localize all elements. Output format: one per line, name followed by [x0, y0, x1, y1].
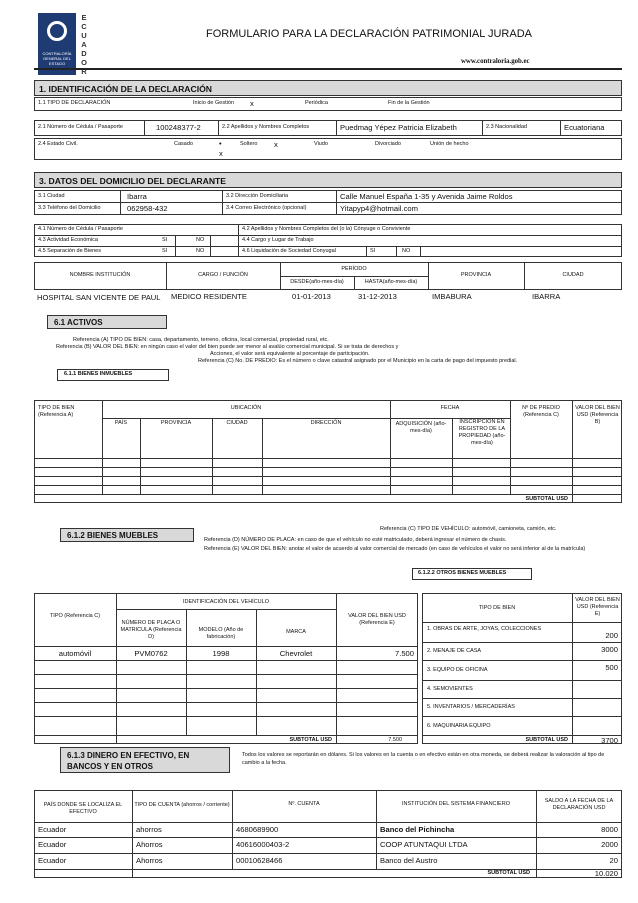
inm-subtotal-label: SUBTOTAL USD	[525, 496, 568, 502]
bullet-icon: •	[219, 139, 222, 148]
telefono-value: 062958-432	[127, 204, 168, 213]
otros-value-3: 500	[605, 663, 618, 672]
ref-b-note-1: Referencia (B) VALOR DEL BIEN: en ningún caso el valor del bien puede ser menor al avalúo comercial municipal. Si se trata de derechos y	[56, 344, 399, 350]
din-subtotal-label: SUBTOTAL USD	[487, 870, 530, 876]
correo-label: 3.4 Correo Electrónico (opcional)	[226, 205, 307, 211]
ciudad-value: Ibarra	[127, 192, 147, 201]
otros-subtotal-value: 3700	[601, 736, 618, 745]
section-3-title: 3. DATOS DEL DOMICILIO DEL DECLARANTE	[34, 172, 622, 188]
veh-h-tipo: TIPO (Referencia C)	[49, 613, 101, 619]
nombres-label: 2.2 Apellidos y Nombres Completos	[222, 124, 310, 130]
din-h-saldo: SALDO A LA FECHA DE LA DECLARACIÓN USD	[544, 798, 614, 811]
muebles-ref-e: Referencia (E) VALOR DEL BIEN: anotar el valor de acuerdo al valor comercial de mercado (en caso de vehículos el valor no será inferior al de la matrícula)	[204, 546, 586, 552]
ref-b-note-2: Acciones, el valor será equivalente al porcentaje de participación.	[210, 351, 370, 357]
telefono-label: 3.3 Teléfono del Domicilio	[38, 205, 101, 211]
din-h-inst: INSTITUCIÓN DEL SISTEMA FINANCIERO	[402, 801, 510, 807]
veh-h-ident: IDENTIFICACIÓN DEL VEHÍCULO	[183, 599, 269, 605]
muebles-ref-c: Referencia (C) TIPO DE VEHÍCULO: automóvil, camioneta, camión, etc.	[380, 526, 557, 532]
direccion-value: Calle Manuel España 1-35 y Avenida Jaime Roldos	[340, 192, 513, 201]
din-r1-saldo: 8000	[601, 825, 618, 834]
correo-value: Yitapyp4@hotmail.com	[340, 204, 418, 213]
liquidacion-si[interactable]: SI	[370, 248, 376, 254]
otros-value-1: 200	[605, 631, 618, 640]
veh-h-marca: MARCA	[286, 629, 306, 635]
empleo-h-desde: DESDE(año-mes-día)	[290, 279, 344, 285]
din-r3-cuenta: 00010628466	[236, 856, 283, 865]
veh-h-placa: NÚMERO DE PLACA O MATRICULA (Referencia D)	[120, 620, 182, 640]
empleo-h-prov: PROVINCIA	[460, 272, 492, 278]
din-r1-pais: Ecuador	[38, 825, 67, 834]
actividad-si[interactable]: SI	[162, 237, 168, 243]
otros-item-3: 3. EQUIPO DE OFICINA	[427, 667, 488, 673]
cedula-label: 2.1 Número de Cédula / Pasaporte	[38, 124, 123, 130]
union-option[interactable]: Unión de hecho	[430, 141, 469, 147]
viudo-option[interactable]: Viudo	[314, 141, 328, 147]
din-r3-saldo: 20	[609, 856, 618, 865]
soltero-mark[interactable]: x	[274, 140, 278, 149]
otros-item-1: 1. OBRAS DE ARTE, JOYAS, COLECCIONES	[427, 626, 542, 632]
otros-value-2: 3000	[601, 645, 618, 654]
dinero-title: 6.1.3 DINERO EN EFECTIVO, EN BANCOS Y EN OTROS	[60, 747, 230, 773]
din-r2-pais: Ecuador	[38, 840, 67, 849]
casado-option[interactable]: Casado	[174, 141, 193, 147]
periodica-label: Periódica	[305, 100, 328, 106]
din-r1-tipo: ahorros	[136, 825, 162, 834]
veh-subtotal-value: 7.500	[388, 737, 402, 743]
inm-h-tipo: TIPO DE BIEN (Referencia A)	[38, 405, 75, 418]
din-r2-inst: COOP ATUNTAQUI LTDA	[380, 840, 468, 849]
otros-h-valor: VALOR DEL BIEN USD (Referencia E)	[575, 597, 620, 617]
separacion-si[interactable]: SI	[162, 248, 168, 254]
inicio-gestion-mark[interactable]: x	[250, 99, 254, 108]
din-r1-inst: Banco del Pichincha	[380, 825, 455, 834]
divorciado-option[interactable]: Divorciado	[375, 141, 401, 147]
din-r3-pais: Ecuador	[38, 856, 67, 865]
actividad-label: 4.3 Actividad Económica	[38, 237, 98, 243]
otros-item-5: 5. INVENTARIOS / MERCADERÍAS	[427, 704, 515, 710]
website-link[interactable]: www.contraloria.gob.ec	[461, 58, 530, 65]
conyuge-cedula-label: 4.1 Número de Cédula / Pasaporte	[38, 226, 123, 232]
inm-h-fecha: FECHA	[440, 405, 460, 411]
empleo-ciudad: IBARRA	[532, 292, 561, 301]
liquidacion-no[interactable]: NO	[402, 248, 411, 254]
veh-h-modelo: MODELO (Año de fabricación)	[198, 627, 244, 640]
activos-title: 6.1 ACTIVOS	[47, 315, 167, 329]
inm-h-insc: INSCRIPCIÓN EN REGISTRO DE LA PROPIEDAD (año-mes-día)	[458, 419, 506, 446]
separacion-no[interactable]: NO	[196, 248, 205, 254]
direccion-label: 3.2 Dirección Domiciliaria	[226, 193, 289, 199]
estado-civil-label: 2.4 Estado Civil.	[38, 141, 78, 147]
ciudad-label: 3.1 Ciudad	[38, 193, 65, 199]
veh-marca: Chevrolet	[279, 649, 313, 658]
cedula-value: 100248377-2	[156, 123, 201, 132]
empleo-h-periodo: PERÍODO	[341, 266, 367, 272]
inm-h-predio: Nº DE PREDIO (Referencia C)	[522, 405, 560, 418]
nombres-value: Puedmag Yépez Patricia Elizabeth	[340, 123, 457, 132]
logo-emblem-icon	[47, 21, 67, 41]
otros-bienes-title: 6.1.2.2 OTROS BIENES MUEBLES	[418, 570, 507, 576]
inmuebles-title: 6.1.1 BIENES INMUEBLES	[64, 371, 133, 377]
din-r3-tipo: Ahorros	[136, 856, 163, 865]
din-r2-cuenta: 40616000403-2	[236, 840, 290, 849]
soltero-option[interactable]: Soltero	[240, 141, 258, 147]
inm-h-ciudad: CIUDAD	[226, 420, 248, 426]
veh-modelo: 1998	[212, 649, 230, 658]
din-r2-tipo: Ahorros	[136, 840, 163, 849]
separacion-label: 4.5 Separación de Bienes	[38, 248, 101, 254]
cargo-lugar-label: 4.4 Cargo y Lugar de Trabajo	[242, 237, 314, 243]
empleo-prov: IMBABURA	[432, 292, 472, 301]
inm-h-adq: ADQUISICIÓN (año-mes-día)	[395, 421, 447, 434]
empleo-cargo: MEDICO RESIDENTE	[171, 292, 247, 301]
otros-subtotal-label: SUBTOTAL USD	[525, 737, 568, 743]
empleo-desde: 01-01-2013	[292, 292, 331, 301]
logo	[38, 13, 76, 75]
inm-h-prov: PROVINCIA	[160, 420, 192, 426]
inm-h-pais: PAÍS	[114, 420, 128, 426]
inm-h-ubic: UBICACIÓN	[230, 405, 262, 411]
din-h-cuenta: Nº. CUENTA	[288, 801, 320, 807]
otros-item-6: 6. MAQUINARIA EQUIPO	[427, 723, 491, 729]
muebles-ref-d: Referencia (D) NÚMERO DE PLACA: en caso de que el vehículo no esté matriculado, deberá ingresar el número de chasis.	[204, 537, 507, 543]
section-1-title: 1. IDENTIFICACIÓN DE LA DECLARACIÓN	[34, 80, 622, 96]
inm-h-valor: VALOR DEL BIEN USD (Referencia B)	[575, 405, 620, 425]
din-r3-inst: Banco del Austro	[380, 856, 438, 865]
din-r1-cuenta: 4680689900	[236, 825, 279, 834]
page-title: FORMULARIO PARA LA DECLARACIÓN PATRIMONIAL JURADA	[206, 28, 532, 40]
empleo-h-inst: NOMBRE INSTITUCIÓN	[69, 272, 131, 278]
liquidacion-label: 4.6 Liquidación de Sociedad Conyugal	[242, 248, 336, 254]
veh-valor: 7.500	[394, 649, 414, 658]
tipo-declaracion-label: 1.1 TIPO DE DECLARACIÓN	[38, 100, 111, 106]
ref-a-note: Referencia (A) TIPO DE BIEN: casa, departamento, terreno, oficina, local comercial, propiedad rural, etc.	[73, 337, 329, 343]
veh-tipo: automóvil	[58, 649, 92, 658]
veh-h-valor: VALOR DEL BIEN USD (Referencia E)	[348, 613, 406, 626]
din-r2-saldo: 2000	[601, 840, 618, 849]
inm-h-dir: DIRECCIÓN	[310, 420, 342, 426]
veh-subtotal-label: SUBTOTAL USD	[289, 737, 332, 743]
empleo-h-ciudad: CIUDAD	[562, 272, 584, 278]
fin-gestion-label: Fin de la Gestión	[388, 100, 430, 106]
inicio-gestion-label: Inicio de Gestión	[193, 100, 234, 106]
otros-h-tipo: TIPO DE BIEN	[478, 605, 516, 611]
extra-mark: x	[219, 149, 223, 158]
muebles-title: 6.1.2 BIENES MUEBLES	[60, 528, 194, 542]
empleo-hasta: 31-12-2013	[358, 292, 397, 301]
conyuge-nombres-label: 4.2 Apellidos y Nombres Completos del (o la) Cónyuge o Conviviente	[242, 226, 411, 232]
din-h-pais: PAÍS DONDE SE LOCALIZA EL EFECTIVO	[43, 802, 123, 815]
ref-c-note: Referencia (C) No. DE PREDIO: Es el número o clave catastral asignado por el Municipio en la carta de pago del impuesto predial.	[198, 358, 518, 364]
empleo-h-cargo: CARGO / FUNCIÓN	[198, 272, 248, 278]
veh-placa: PVM0762	[134, 649, 168, 658]
otros-item-4: 4. SEMOVIENTES	[427, 686, 473, 692]
nacionalidad-label: 2.3 Nacionalidad	[486, 124, 527, 130]
dinero-note: Todos los valores se reportarán en dólares. Si los valores en la cuenta o en efectivo están en otra moneda, se deberá realizar la valoración al tipo de cambio a la fecha.	[242, 752, 605, 766]
din-h-tipo: TIPO DE CUENTA (ahorros / corriente)	[134, 802, 230, 808]
logo-vertical-text: E C U A D O R	[81, 13, 87, 76]
empleo-h-hasta: HASTA(año-mes-día)	[364, 279, 418, 285]
actividad-no[interactable]: NO	[196, 237, 205, 243]
logo-caption: CONTRALORÍA GENERAL DEL ESTADO	[42, 51, 72, 66]
empleo-inst: HOSPITAL SAN VICENTE DE PAUL	[37, 293, 161, 302]
nacionalidad-value: Ecuatoriana	[564, 123, 605, 132]
din-subtotal-value: 10.020	[594, 869, 618, 878]
otros-item-2: 2. MENAJE DE CASA	[427, 648, 482, 654]
